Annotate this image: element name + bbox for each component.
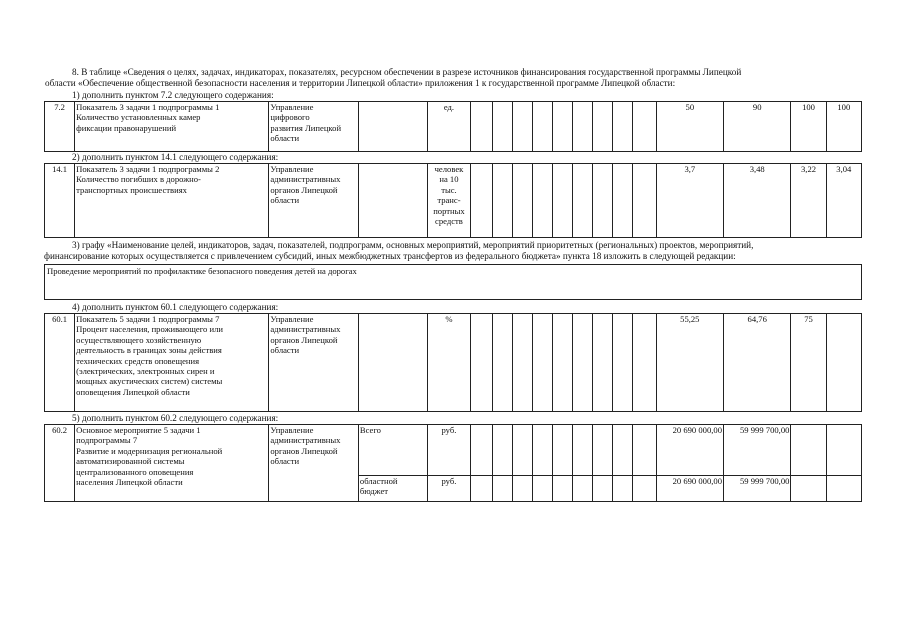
responsible-executor: Управление административных органов Липецкой области [269, 425, 359, 502]
source-cell [358, 314, 427, 412]
source-cell [358, 164, 427, 238]
table-row [45, 102, 862, 152]
table-row-7-2 [44, 101, 862, 152]
row-number: 60.2 [45, 425, 75, 502]
value-2022: 3,7 [656, 164, 723, 238]
item-5-heading: 5) дополнить пунктом 60.2 следующего содержания: [72, 413, 279, 423]
value-2024: 3,22 [791, 164, 826, 238]
value-2023: 3,48 [724, 164, 791, 238]
value-2022: 50 [656, 102, 723, 152]
item-2-heading: 2) дополнить пунктом 14.1 следующего содержания: [72, 152, 279, 162]
item-3-paragraph [44, 240, 866, 262]
unit-cell: человек на 10 тыс. транс- портных средств [428, 164, 470, 238]
item-3-line-1: 3) графу «Наименование целей, индикаторов, задач, показателей, подпрограмм, основных мероприятий, мероприятий приоритетных (региональных) проектов, мероприятий, [72, 240, 754, 250]
unit-cell: руб. [428, 476, 470, 502]
value-2022: 55,25 [656, 314, 723, 412]
value-2024: 100 [791, 102, 826, 152]
responsible-executor: Управление цифрового развития Липецкой области [269, 102, 359, 152]
unit-cell: руб. [428, 425, 470, 476]
row-18-box [44, 264, 862, 300]
value-2023: 90 [724, 102, 791, 152]
intro-line-2: области «Обеспечение общественной безопасности населения и территории Липецкой области» приложения 1 к государственной программе Липецкой области: [45, 78, 676, 89]
amount-2022-regional: 20 690 000,00 [656, 476, 723, 502]
responsible-executor: Управление административных органов Липецкой области [269, 314, 359, 412]
row-number: 7.2 [45, 102, 75, 152]
value-2024: 75 [791, 314, 826, 412]
amount-2022-total: 20 690 000,00 [656, 425, 723, 476]
unit-cell: ед. [428, 102, 470, 152]
amount-2023-total: 59 999 700,00 [724, 425, 791, 476]
indicator-name: Показатель 3 задачи 1 подпрограммы 2 Количество погибших в дорожно- транспортных происшествиях [75, 164, 269, 238]
item-3-line-2: финансирование которых осуществляется с привлечением субсидий, иных межбюджетных трансфертов из федерального бюджета» пункта 18 изложить в следующей редакции: [44, 251, 736, 262]
intro-paragraph [45, 67, 867, 89]
row-number: 60.1 [45, 314, 75, 412]
indicator-name: Показатель 5 задачи 1 подпрограммы 7 Процент населения, проживающего или осуществляющего хозяйственную деятельность в границах зоны действия технических средств оповещения (электрических, электронных сирен и мощных акустических систем) системы оповещения Липецкой области [75, 314, 269, 412]
source-total: Всего [358, 425, 427, 476]
activity-name: Основное мероприятие 5 задачи 1 подпрограммы 7 Развитие и модернизация региональной автоматизированной системы централизованного оповещения населения Липецкой области [75, 425, 269, 502]
table-row [45, 425, 862, 476]
value-2025: 3,04 [826, 164, 861, 238]
item-4-heading: 4) дополнить пунктом 60.1 следующего содержания: [72, 302, 279, 312]
table-row-60-2 [44, 424, 862, 502]
source-regional-budget: областной бюджет [358, 476, 427, 502]
indicator-name: Показатель 3 задачи 1 подпрограммы 1 Количество установленных камер фиксации правонарушений [75, 102, 269, 152]
table-row-14-1 [44, 163, 862, 238]
row-18-text: Проведение мероприятий по профилактике безопасного поведения детей на дорогах [47, 266, 357, 276]
source-cell [358, 102, 427, 152]
intro-line-1: 8. В таблице «Сведения о целях, задачах, индикаторах, показателях, ресурсном обеспечении в разрезе источников финансирования государственной программы Липецкой [72, 67, 742, 77]
item-1-heading: 1) дополнить пунктом 7.2 следующего содержания: [72, 90, 274, 100]
value-2025: 100 [826, 102, 861, 152]
responsible-executor: Управление административных органов Липецкой области [269, 164, 359, 238]
table-row-60-1 [44, 313, 862, 412]
value-2023: 64,76 [724, 314, 791, 412]
table-row [45, 314, 862, 412]
amount-2023-regional: 59 999 700,00 [724, 476, 791, 502]
unit-cell: % [428, 314, 470, 412]
row-number: 14.1 [45, 164, 75, 238]
table-row [45, 164, 862, 238]
value-2025 [826, 314, 861, 412]
